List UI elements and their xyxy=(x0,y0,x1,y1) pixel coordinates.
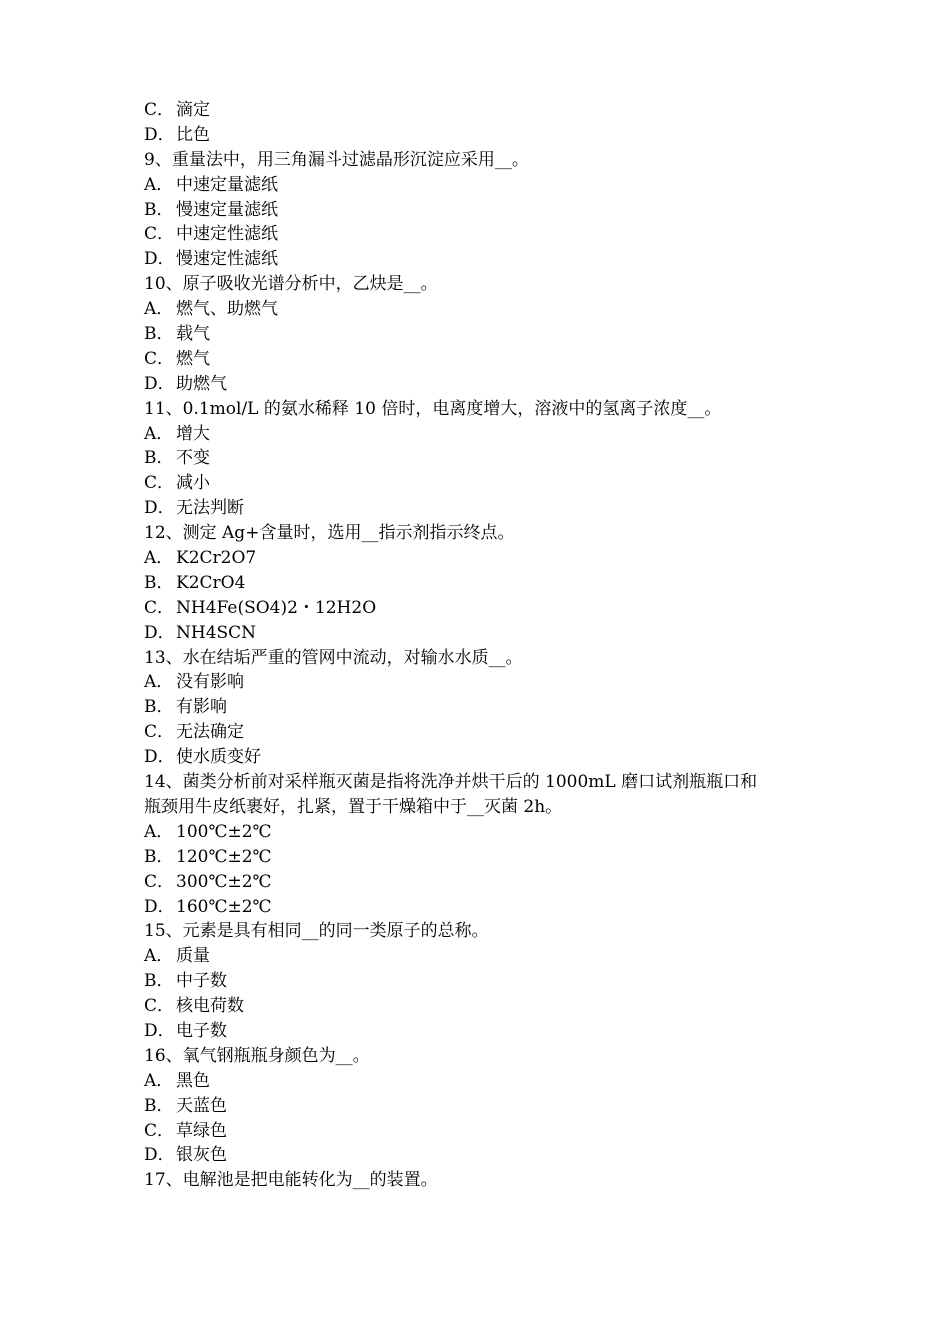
answer-option xyxy=(144,422,816,447)
option-letter: A． xyxy=(144,821,174,842)
option-letter: C． xyxy=(144,224,175,245)
question-text: 瓶颈用牛皮纸裹好，扎紧，置于干燥箱中于__灭菌 2h。 xyxy=(144,796,563,817)
option-letter: A． xyxy=(144,672,174,693)
answer-option xyxy=(144,845,816,870)
answer-option xyxy=(144,222,816,247)
option-text: NH4SCN xyxy=(176,622,257,643)
answer-option xyxy=(144,123,816,148)
option-text: 120℃±2℃ xyxy=(176,846,272,867)
option-text: 没有影响 xyxy=(176,672,244,693)
option-letter: D． xyxy=(144,373,175,394)
option-text: K2Cr2O7 xyxy=(176,548,257,569)
answer-option xyxy=(144,820,816,845)
answer-option xyxy=(144,98,816,123)
option-letter: B． xyxy=(144,697,174,718)
option-text: 燃气 xyxy=(176,348,210,369)
option-text: 草绿色 xyxy=(176,1120,227,1141)
option-text: 减小 xyxy=(176,473,210,494)
option-letter: C． xyxy=(144,100,175,120)
option-text: 300℃±2℃ xyxy=(176,871,272,892)
question-text: 11、0.1mol/L 的氨水稀释 10 倍时，电离度增大，溶液中的氢离子浓度__。 xyxy=(144,398,722,419)
answer-option xyxy=(144,322,816,347)
option-letter: D． xyxy=(144,124,175,145)
option-letter: B． xyxy=(144,324,174,345)
option-text: 比色 xyxy=(176,124,210,145)
answer-option xyxy=(144,471,816,496)
answer-option xyxy=(144,198,816,223)
option-text: 无法判断 xyxy=(176,498,244,519)
option-text: 燃气、助燃气 xyxy=(176,299,278,320)
answer-option xyxy=(144,571,816,596)
answer-option xyxy=(144,670,816,695)
option-text: NH4Fe(SO4)2・12H2O xyxy=(176,597,377,618)
option-text: 慢速定量滤纸 xyxy=(176,199,278,220)
option-letter: B． xyxy=(144,1095,174,1116)
question-text: 13、水在结垢严重的管网中流动，对输水水质__。 xyxy=(144,647,523,668)
option-text: 使水质变好 xyxy=(176,747,261,768)
option-letter: C． xyxy=(144,348,175,369)
option-text: 慢速定性滤纸 xyxy=(176,249,278,270)
option-letter: C． xyxy=(144,722,175,743)
option-text: 黑色 xyxy=(176,1070,210,1091)
option-text: 质量 xyxy=(176,946,210,967)
question-text: 10、原子吸收光谱分析中，乙炔是__。 xyxy=(144,274,438,295)
option-text: K2CrO4 xyxy=(176,572,246,593)
option-letter: B． xyxy=(144,448,174,469)
option-letter: B． xyxy=(144,572,174,593)
answer-option xyxy=(144,546,816,571)
answer-option xyxy=(144,1143,816,1168)
option-text: 不变 xyxy=(176,448,210,469)
option-letter: D． xyxy=(144,747,175,768)
answer-option xyxy=(144,745,816,770)
option-letter: B． xyxy=(144,199,174,220)
option-letter: D． xyxy=(144,1020,175,1041)
answer-option xyxy=(144,247,816,272)
answer-option xyxy=(144,297,816,322)
option-text: 增大 xyxy=(176,423,210,444)
option-text: 载气 xyxy=(176,324,210,345)
option-text: 电子数 xyxy=(176,1020,227,1041)
option-text: 助燃气 xyxy=(176,373,227,394)
option-letter: A． xyxy=(144,548,174,569)
answer-option xyxy=(144,1019,816,1044)
answer-option xyxy=(144,496,816,521)
answer-option xyxy=(144,1119,816,1144)
option-letter: D． xyxy=(144,896,175,917)
answer-option xyxy=(144,1069,816,1094)
answer-option xyxy=(144,1094,816,1119)
option-text: 核电荷数 xyxy=(176,996,244,1017)
option-letter: D． xyxy=(144,1145,175,1166)
option-letter: B． xyxy=(144,971,174,992)
option-text: 银灰色 xyxy=(176,1145,227,1166)
option-letter: A． xyxy=(144,1070,174,1091)
question-text: 15、元素是具有相同__的同一类原子的总称。 xyxy=(144,921,489,942)
option-text: 100℃±2℃ xyxy=(176,821,272,842)
option-letter: A． xyxy=(144,423,174,444)
option-text: 有影响 xyxy=(176,697,227,718)
question-list xyxy=(144,98,816,1193)
option-letter: C． xyxy=(144,996,175,1017)
option-letter: C． xyxy=(144,597,175,618)
answer-option xyxy=(144,173,816,198)
option-letter: C． xyxy=(144,1120,175,1141)
answer-option xyxy=(144,720,816,745)
option-text: 中速定量滤纸 xyxy=(176,174,278,195)
option-letter: B． xyxy=(144,846,174,867)
option-text: 中子数 xyxy=(176,971,227,992)
option-letter: D． xyxy=(144,249,175,270)
answer-option xyxy=(144,944,816,969)
option-text: 无法确定 xyxy=(176,722,244,743)
question-text: 14、菌类分析前对采样瓶灭菌是指将洗净并烘干后的 1000mL 磨口试剂瓶瓶口和 xyxy=(144,772,758,793)
option-letter: A． xyxy=(144,299,174,320)
answer-option xyxy=(144,870,816,895)
question-text: 17、电解池是把电能转化为__的装置。 xyxy=(144,1170,438,1191)
option-letter: A． xyxy=(144,946,174,967)
question-text: 16、氧气钢瓶瓶身颜色为__。 xyxy=(144,1045,370,1066)
option-text: 天蓝色 xyxy=(176,1095,227,1116)
option-text: 滴定 xyxy=(176,100,210,120)
answer-option xyxy=(144,969,816,994)
option-letter: A． xyxy=(144,174,174,195)
answer-option xyxy=(144,895,816,920)
answer-option xyxy=(144,596,816,621)
option-letter: D． xyxy=(144,498,175,519)
option-letter: C． xyxy=(144,871,175,892)
option-letter: D． xyxy=(144,622,175,643)
answer-option xyxy=(144,621,816,646)
option-text: 中速定性滤纸 xyxy=(176,224,278,245)
option-letter: C． xyxy=(144,473,175,494)
option-text: 160℃±2℃ xyxy=(176,896,272,917)
answer-option xyxy=(144,372,816,397)
answer-option xyxy=(144,695,816,720)
answer-option xyxy=(144,994,816,1019)
question-text: 12、测定 Ag+含量时，选用__指示剂指示终点。 xyxy=(144,523,515,544)
answer-option xyxy=(144,347,816,372)
question-text: 9、重量法中，用三角漏斗过滤晶形沉淀应采用__。 xyxy=(144,149,529,170)
answer-option xyxy=(144,446,816,471)
